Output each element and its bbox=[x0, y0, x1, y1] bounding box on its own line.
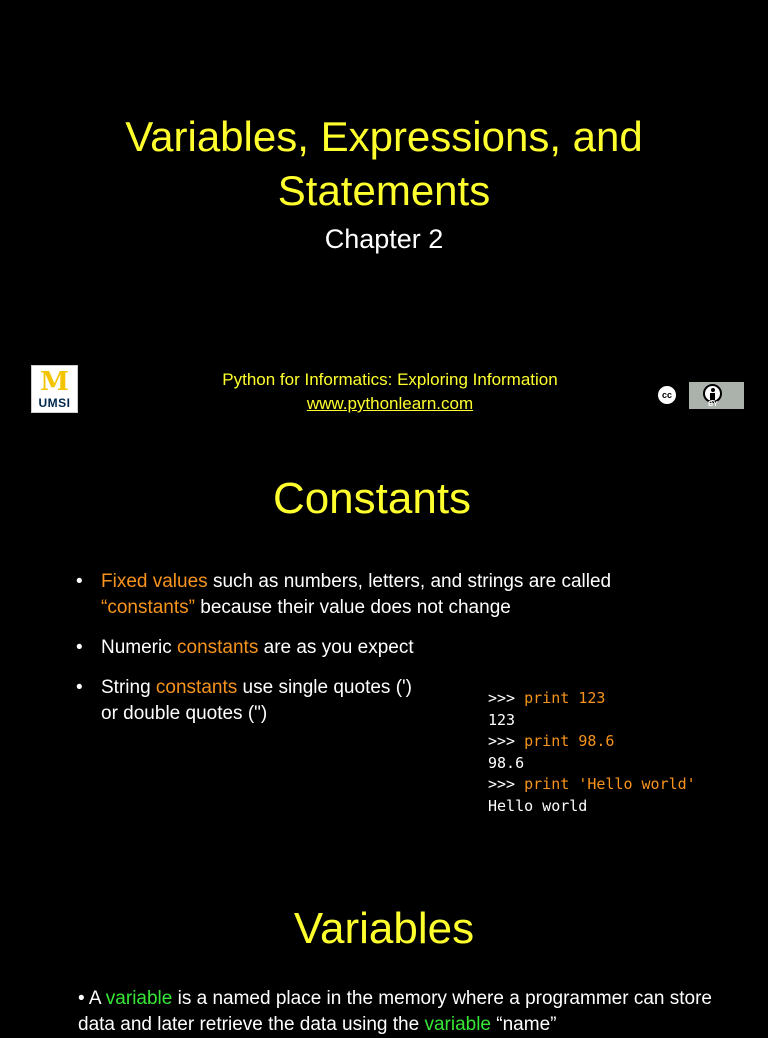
variables-slide bbox=[0, 870, 768, 1035]
code-line: >>> print 123 bbox=[488, 689, 606, 707]
slide-heading: Variables bbox=[293, 904, 475, 953]
slide-title bbox=[0, 110, 768, 218]
course-website-link[interactable]: www.pythonlearn.com bbox=[306, 394, 474, 413]
code-line: 98.6 bbox=[488, 753, 525, 772]
bullet-item: • A variable is a named place in the memory where a programmer can store data and later retrieve the data using the variable “name” bbox=[78, 988, 712, 1035]
cc-icon: cc bbox=[656, 384, 678, 406]
course-footer bbox=[150, 368, 630, 416]
creative-commons-badge bbox=[652, 381, 745, 410]
bullet-item: • Fixed values such as numbers, letters, and strings are called “constants” because their value does not change bbox=[76, 569, 676, 621]
title-line-2: Statements bbox=[277, 167, 491, 214]
umsi-logo bbox=[31, 365, 78, 413]
code-line: Hello world bbox=[488, 796, 588, 815]
code-line: 123 bbox=[488, 710, 516, 729]
code-line: >>> print 'Hello world' bbox=[488, 775, 696, 793]
course-name: Python for Informatics: Exploring Information bbox=[222, 370, 558, 389]
title-line-1: Variables, Expressions, and bbox=[125, 113, 643, 160]
umsi-logo-letter: M bbox=[40, 367, 69, 397]
constants-slide bbox=[0, 440, 768, 870]
chapter-subtitle: Chapter 2 bbox=[324, 224, 444, 254]
code-line: >>> print 98.6 bbox=[488, 732, 615, 750]
umsi-logo-text: UMSI bbox=[38, 396, 71, 410]
title-slide bbox=[0, 0, 768, 440]
by-label: BY bbox=[708, 401, 718, 408]
bullet-item: • String constants use single quotes (') or double quotes (") bbox=[76, 675, 676, 727]
code-sample bbox=[488, 688, 696, 817]
slide-heading: Constants bbox=[272, 474, 472, 523]
bullet-item: • Numeric constants are as you expect bbox=[76, 635, 676, 661]
